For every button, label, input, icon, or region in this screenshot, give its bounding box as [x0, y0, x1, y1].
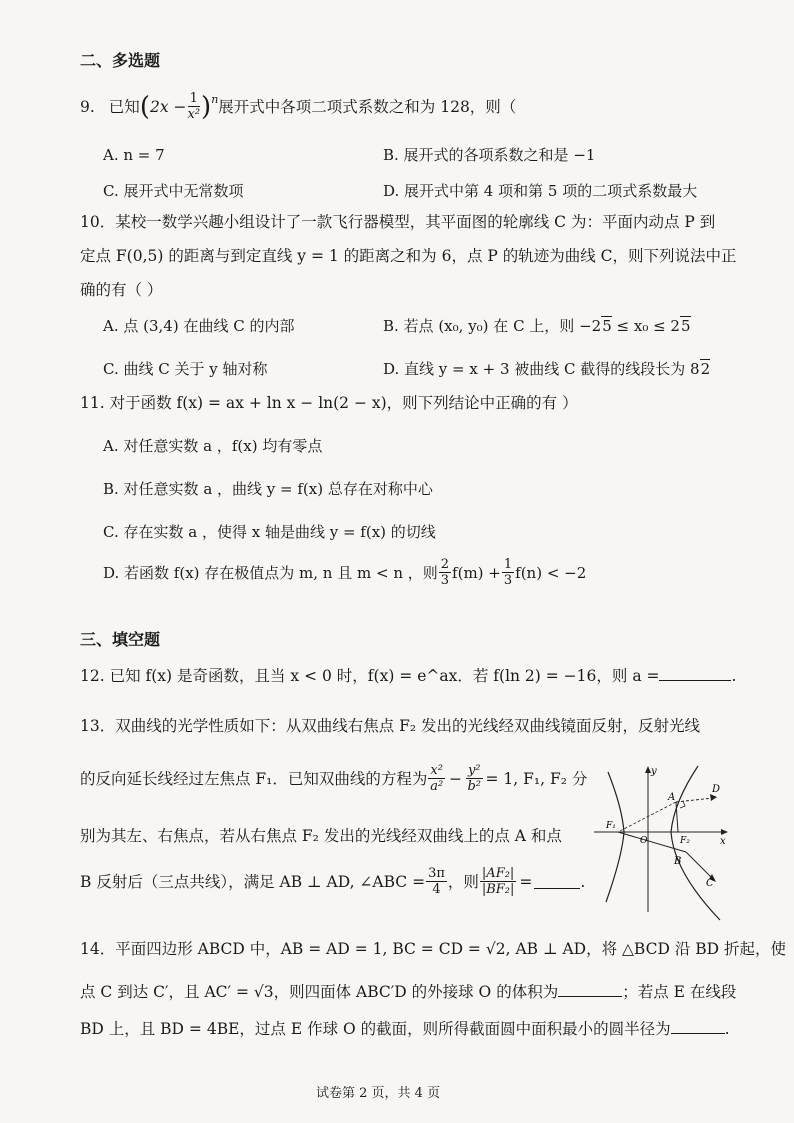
q10-option-c: C. 曲线 C 关于 y 轴对称 — [103, 360, 268, 378]
q11-stem: 11. 对于函数 f(x) = ax + ln x − ln(2 − x)，则下列结论中正确的有 ） — [80, 394, 578, 412]
q10-option-d-root: 2 — [700, 360, 711, 378]
q12 — [80, 666, 736, 686]
q13-frac-y-den: b² — [467, 779, 481, 794]
label-a: A — [668, 792, 676, 803]
q10-line3: 确的有（ ） — [80, 281, 163, 299]
q11-d-frac1-den: 3 — [440, 573, 450, 588]
q10-option-b-root1: 5 — [602, 317, 612, 335]
dashed-a-f1 — [618, 802, 676, 832]
q12-text: 12. 已知 f(x) 是奇函数，且当 x < 0 时，f(x) = e^ax．若 f(ln 2) = −16，则 a = — [80, 667, 660, 685]
q9-open-paren: ( — [139, 91, 150, 122]
page-footer: 试卷第 2 页，共 4 页 — [316, 1086, 441, 1101]
right-angle-mark — [680, 801, 685, 808]
q14-line2 — [80, 982, 736, 1002]
q14-line3 — [80, 1019, 730, 1039]
ray-a-d — [676, 798, 713, 802]
q9-option-d: D. 展开式中第 4 项和第 5 项的二项式系数最大 — [383, 182, 698, 200]
section-multi-choice-heading: 二、多选题 — [80, 51, 161, 70]
q13-frac-ratio — [480, 867, 516, 896]
q13-minus: − — [448, 769, 462, 788]
q9-stem — [80, 92, 516, 121]
q12-end: . — [731, 667, 737, 685]
label-f2: F₂ — [680, 836, 690, 846]
q9-fraction — [188, 92, 201, 121]
q14-end: . — [724, 1020, 730, 1038]
q12-answer-blank[interactable] — [659, 666, 731, 681]
q11-option-b: B. 对任意实数 a ，曲线 y = f(x) 总存在对称中心 — [103, 480, 433, 498]
q13-frac-ratio-num: |AF₂| — [481, 866, 515, 881]
q13-frac-y — [466, 764, 483, 793]
label-f1: F₁ — [606, 821, 616, 831]
q11-option-d-post: f(n) < −2 — [515, 563, 587, 582]
q13-line4-mid: ，则 — [447, 872, 479, 891]
hyperbola-figure — [588, 762, 734, 924]
q13-line4-post: = — [519, 872, 533, 891]
q11-option-d-pre: D. 若函数 f(x) 存在极值点为 m, n 且 m < n ，则 — [103, 563, 438, 582]
q11-d-frac1-num: 2 — [440, 557, 450, 572]
q10-line1: 10．某校一数学兴趣小组设计了一款飞行器模型，其平面图的轮廓线 C 为：平面内动点 P 到 — [80, 213, 716, 231]
q9-option-c: C. 展开式中无常数项 — [103, 182, 244, 200]
q13-line2 — [80, 764, 587, 793]
q9-frac-num: 1 — [189, 91, 198, 106]
q9-post: 展开式中各项二项式系数之和为 128，则（ — [218, 97, 517, 116]
q14-line2-pre: 点 C 到达 C′，且 AC′ = √3，则四面体 ABC′D 的外接球 O 的体积为 — [80, 983, 559, 1001]
q14-answer-blank-2[interactable] — [671, 1019, 725, 1034]
q13-frac-x-num: x² — [430, 763, 443, 778]
q14-answer-blank-1[interactable] — [558, 982, 622, 997]
q10-option-b — [383, 316, 691, 336]
hyperbola-left-branch — [606, 772, 624, 902]
q11-option-c: C. 存在实数 a ，使得 x 轴是曲线 y = f(x) 的切线 — [103, 523, 436, 541]
q9-frac-den: x² — [187, 107, 201, 122]
q13-frac-angle — [426, 867, 447, 896]
q9-pre: 已知 — [108, 97, 140, 116]
label-c: C — [706, 878, 714, 889]
q11-option-d — [103, 558, 586, 587]
ray-f2-b — [618, 832, 686, 852]
label-o: O — [640, 836, 648, 846]
q9-exponent: n — [211, 93, 219, 106]
q11-option-a: A. 对任意实数 a ，f(x) 均有零点 — [103, 437, 323, 455]
q13-frac-ratio-den: |BF₂| — [481, 882, 515, 897]
q13-line3: 别为其左、右焦点，若从右焦点 F₂ 发出的光线经双曲线上的点 A 和点 — [80, 827, 562, 845]
q11-d-frac1 — [439, 558, 451, 587]
label-d: D — [712, 784, 721, 795]
q10-option-a: A. 点 (3,4) 在曲线 C 的内部 — [103, 317, 295, 335]
q13-answer-blank[interactable] — [534, 874, 580, 889]
x-axis-arrow — [721, 829, 728, 835]
q13-line2-post: = 1, F₁, F₂ 分 — [485, 769, 588, 788]
arrow-d — [710, 794, 717, 801]
q13-frac-x-den: a² — [430, 779, 444, 794]
q13-line2-pre: 的反向延长线经过左焦点 F₁．已知双曲线的方程为 — [80, 769, 428, 788]
q13-frac-y-num: y² — [467, 763, 481, 778]
q9-expr: 2x − — [149, 97, 187, 116]
q13-frac-x — [428, 764, 445, 793]
ray-b-c — [686, 852, 712, 878]
q13-line4 — [80, 867, 585, 896]
q11-d-frac2 — [502, 558, 514, 587]
q11-d-frac2-num: 1 — [503, 557, 513, 572]
q13-frac-angle-num: 3π — [428, 866, 445, 881]
q9-close-paren: ) — [201, 91, 212, 122]
q13-line1: 13．双曲线的光学性质如下：从双曲线右焦点 F₂ 发出的光线经双曲线镜面反射，反射光线 — [80, 717, 701, 735]
q11-option-d-mid: f(m) + — [452, 563, 501, 582]
q14-line3-pre: BD 上，且 BD = 4BE，过点 E 作球 O 的截面，则所得截面圆中面积最小的圆半径为 — [80, 1020, 671, 1038]
section-fill-blank-heading: 三、填空题 — [80, 630, 161, 649]
q13-end: . — [580, 872, 586, 891]
q10-option-d — [383, 359, 710, 379]
q10-line2: 定点 F(0,5) 的距离与到定直线 y = 1 的距离之和为 6，点 P 的轨迹为曲线 C，则下列说法中正 — [80, 247, 737, 265]
q9-number: 9. — [80, 97, 95, 116]
q11-d-frac2-den: 3 — [503, 573, 513, 588]
q10-option-b-mid: ≤ x₀ ≤ 2 — [611, 317, 680, 335]
q13-line4-pre: B 反射后（三点共线），满足 AB ⊥ AD, ∠ABC = — [80, 872, 426, 891]
q9-option-a: A. n = 7 — [103, 146, 165, 164]
label-y: y — [651, 766, 657, 777]
q14-line1: 14．平面四边形 ABCD 中，AB = AD = 1, BC = CD = √2, AB ⊥ AD，将 △BCD 沿 BD 折起，使 — [80, 940, 786, 958]
q9-option-b: B. 展开式的各项系数之和是 −1 — [383, 146, 596, 164]
label-b: B — [674, 856, 682, 867]
q14-line2-post: ；若点 E 在线段 — [622, 983, 737, 1001]
q10-option-b-pre: B. 若点 (x₀, y₀) 在 C 上，则 −2 — [383, 317, 602, 335]
q13-frac-angle-den: 4 — [432, 882, 441, 897]
q10-option-b-root2: 5 — [680, 317, 691, 335]
q10-option-d-pre: D. 直线 y = x + 3 被曲线 C 截得的线段长为 8 — [383, 360, 700, 378]
label-x: x — [720, 836, 726, 847]
